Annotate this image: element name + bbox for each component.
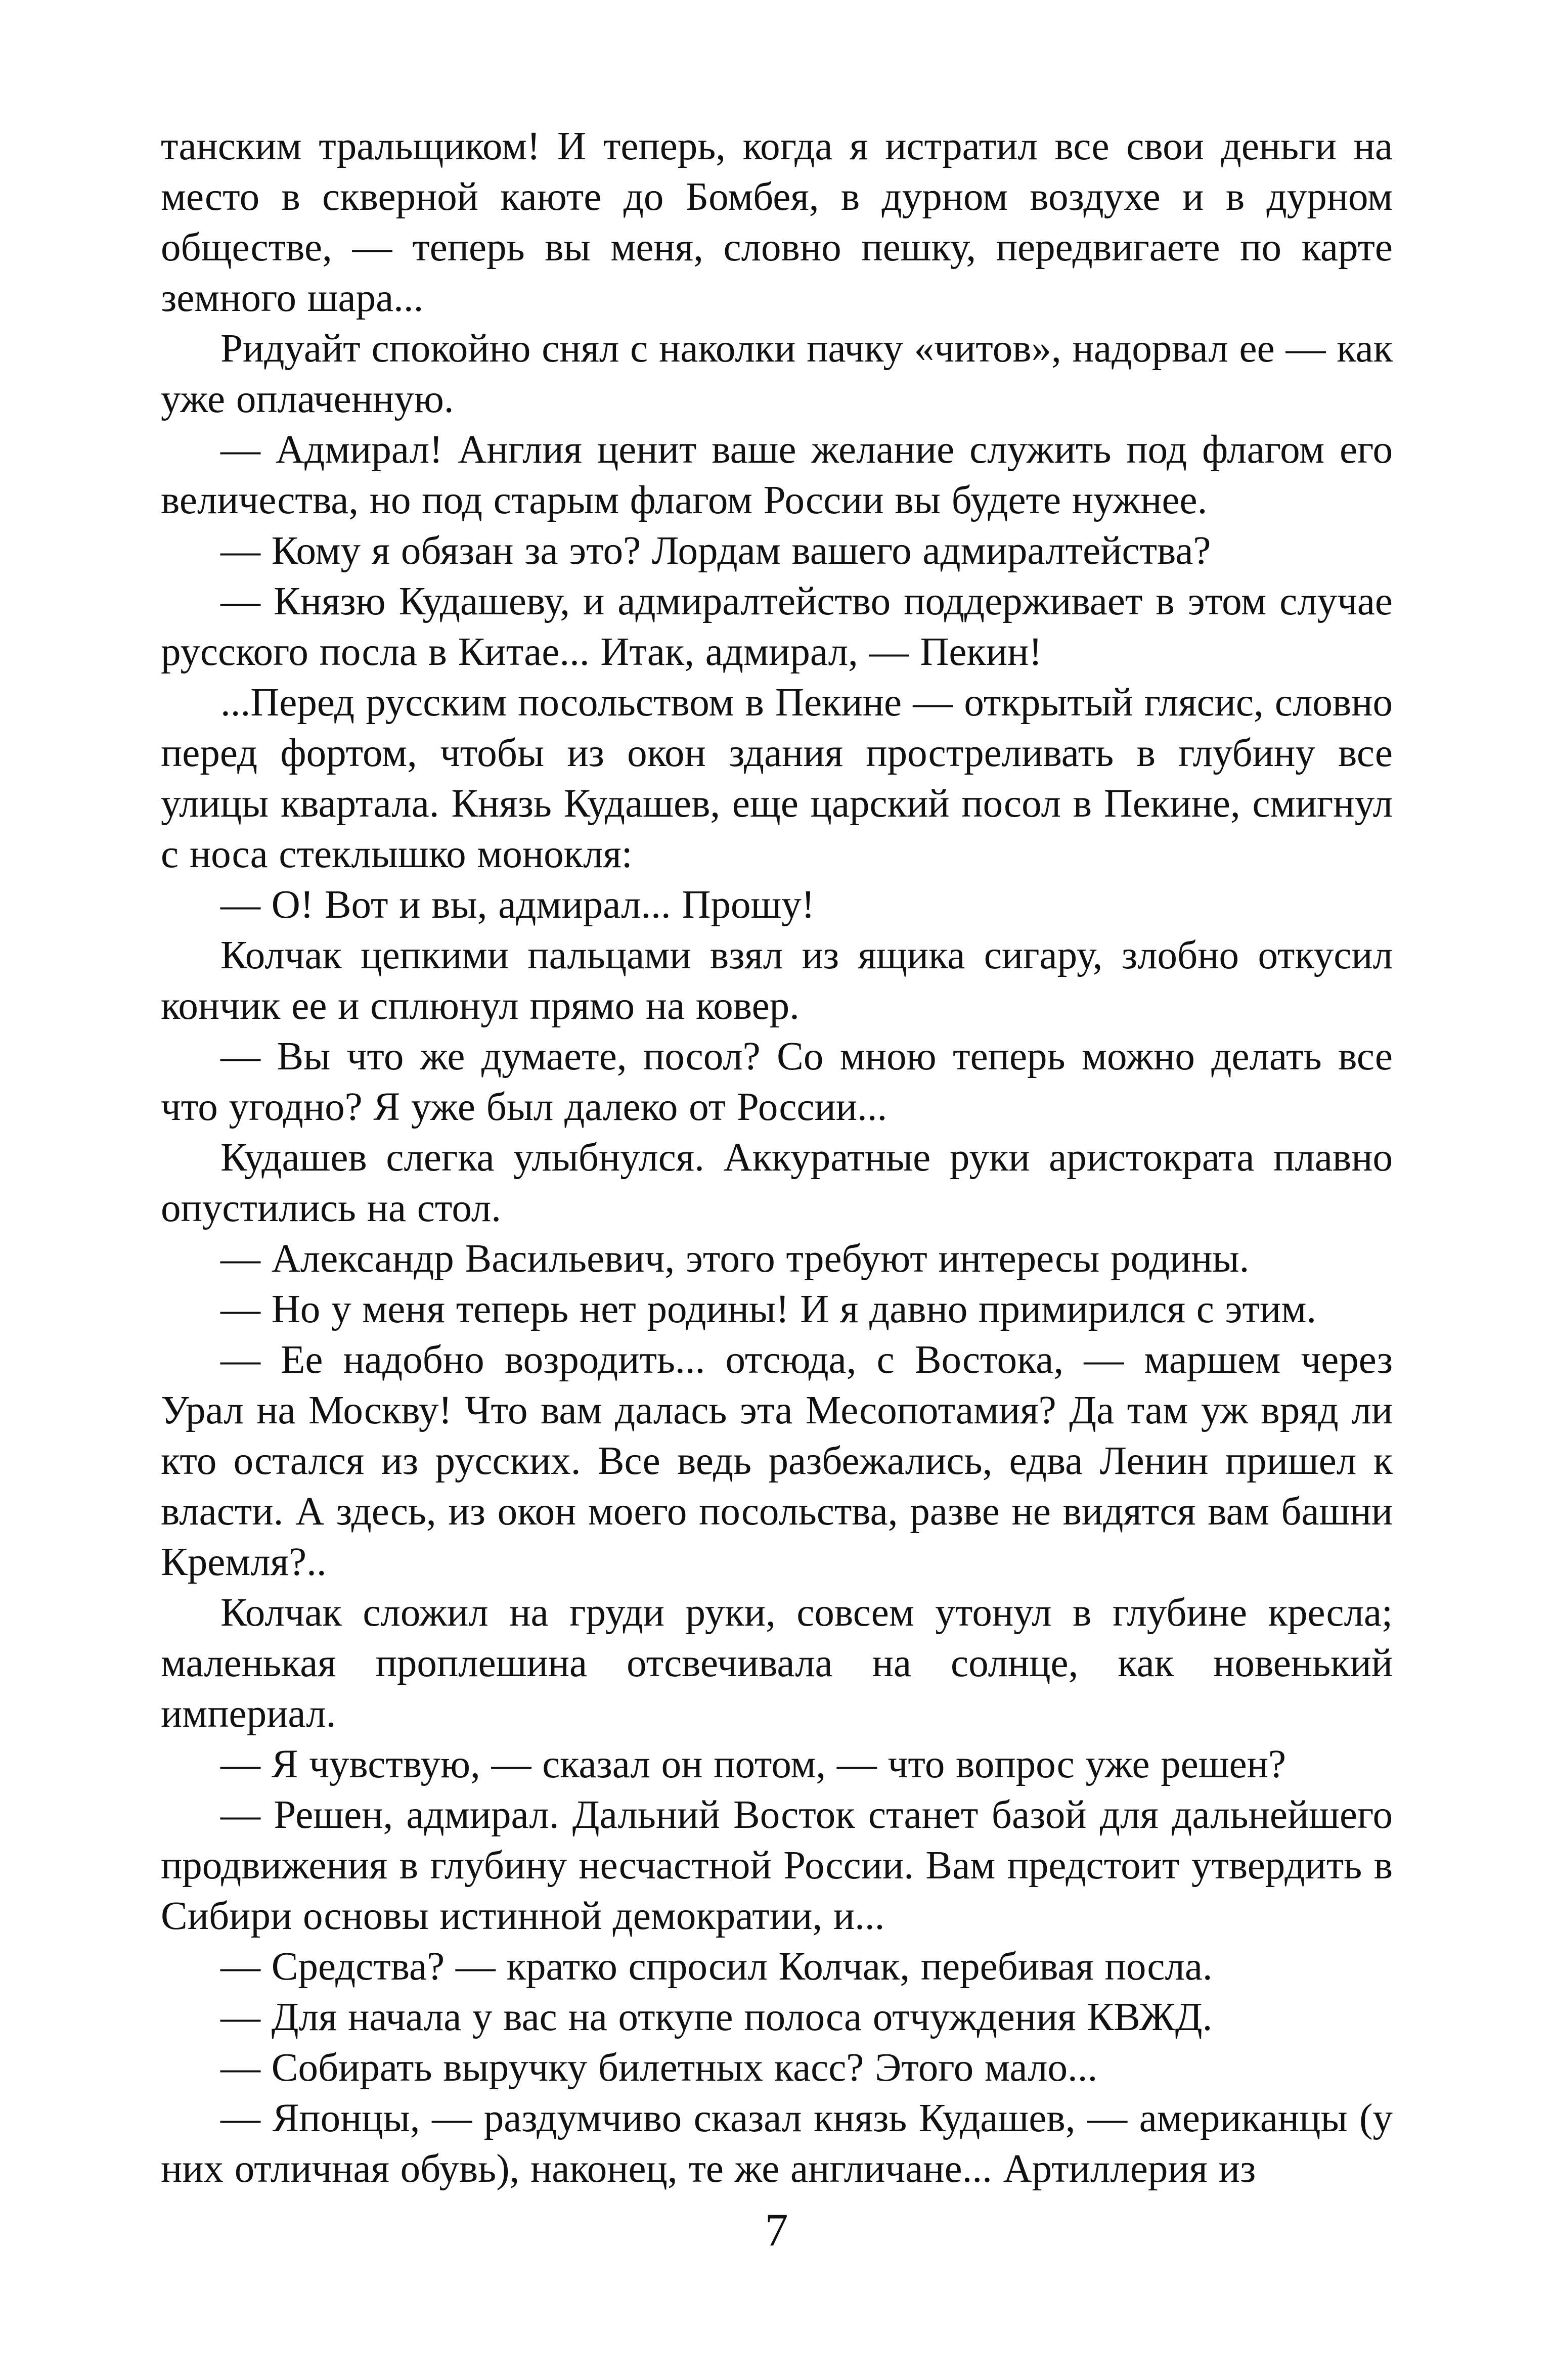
paragraph: Ридуайт спокойно снял с наколки пачку «читов», надорвал ее — как уже оплаченную.: [161, 327, 1393, 421]
paragraph: — Кому я обязан за это? Лордам вашего адмиралтейства?: [220, 529, 1211, 573]
paragraph: — Я чувствую, — сказал он потом, — что вопрос уже решен?: [220, 1742, 1286, 1786]
paragraph: — Для начала у вас на откупе полоса отчуждения КВЖД.: [220, 1995, 1213, 2039]
paragraph: Колчак сложил на груди руки, совсем утонул в глубине кресла; маленькая проплешина отсвечивала на солнце, как новенький империал.: [161, 1591, 1393, 1736]
paragraph: — Вы что же думаете, посол? Со мною теперь можно делать все что угодно? Я уже был далеко от России...: [161, 1035, 1393, 1129]
paragraph: — Но у меня теперь нет родины! И я давно примирился с этим.: [220, 1287, 1317, 1331]
paragraph: — Ее надобно возродить... отсюда, с Востока, — маршем через Урал на Москву! Что вам далась эта Месопотамия? Да там уж вряд ли кто остался из русских. Все ведь разбежались, едва Ленин пришел к власти. А здесь, из окон моего посольства, разве не видятся вам башни Кремля?..: [161, 1338, 1393, 1584]
page-body: [161, 121, 1393, 2194]
paragraph-continuation: танским тральщиком! И теперь, когда я истратил все свои деньги на место в скверной каюте до Бомбея, в дурном воздухе и в дурном обществе, — теперь вы меня, словно пешку, передвигаете по карте земного шара...: [161, 124, 1393, 320]
paragraph: — Японцы, — раздумчиво сказал князь Кудашев, — американцы (у них отличная обувь), наконец, те же англичане... Артиллерия из: [161, 2096, 1393, 2191]
paragraph: — Князю Кудашеву, и адмиралтейство поддерживает в этом случае русского посла в Китае... Итак, адмирал, — Пекин!: [161, 579, 1393, 674]
page-number: 7: [765, 2204, 788, 2256]
paragraph: Колчак цепкими пальцами взял из ящика сигару, злобно откусил кончик ее и сплюнул прямо на ковер.: [161, 933, 1393, 1028]
paragraph: — Александр Васильевич, этого требуют интересы родины.: [220, 1237, 1250, 1281]
paragraph: — Собирать выручку билетных касс? Этого мало...: [220, 2046, 1098, 2090]
paragraph: — Средства? — кратко спросил Колчак, перебивая посла.: [220, 1945, 1213, 1989]
paragraph: — Адмирал! Англия ценит ваше желание служить под флагом его величества, но под старым флагом России вы будете нужнее.: [161, 428, 1393, 522]
paragraph: ...Перед русским посольством в Пекине — открытый глясис, словно перед фортом, чтобы из окон здания простреливать в глубину все улицы квартала. Князь Кудашев, еще царский посол в Пекине, смигнул с носа стеклышко монокля:: [161, 681, 1393, 876]
paragraph: — Решен, адмирал. Дальний Восток станет базой для дальнейшего продвижения в глубину несчастной России. Вам предстоит утвердить в Сибири основы истинной демократии, и...: [161, 1793, 1393, 1938]
paragraph: — О! Вот и вы, адмирал... Прошу!: [220, 883, 815, 927]
paragraph: Кудашев слегка улыбнулся. Аккуратные руки аристократа плавно опустились на стол.: [161, 1136, 1393, 1230]
